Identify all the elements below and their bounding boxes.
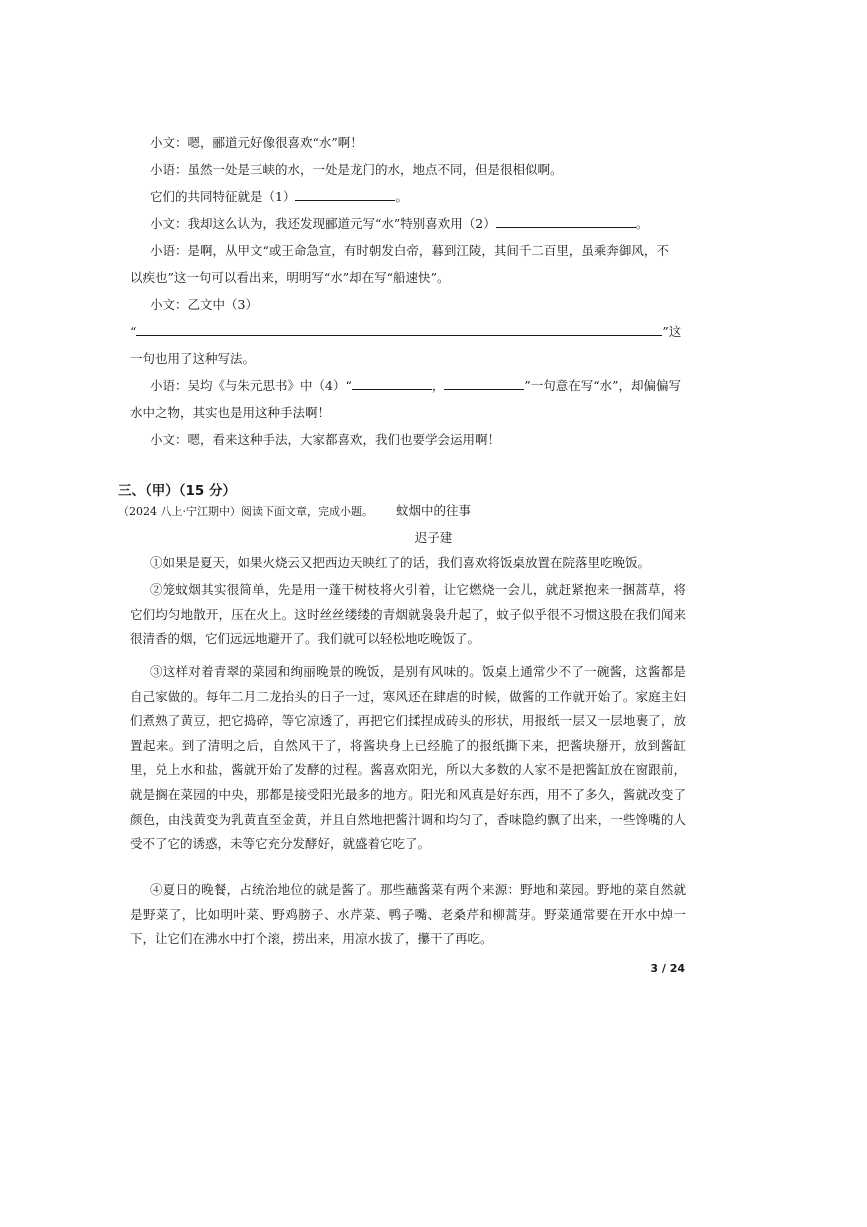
dialogue-line: 小文：嗯，郦道元好像很喜欢“水”啊！ <box>150 135 363 150</box>
dialogue-line: 小语：虽然一处是三峡的水，一处是龙门的水，地点不同，但是很相似啊。 <box>150 162 563 177</box>
paragraph-4: ④夏日的晚餐，占统治地位的就是酱了。那些蘸酱菜有两个来源：野地和菜园。野地的菜自然就是野菜了，比如明叶菜、野鸡膀子、水芹菜、鸭子嘴、老桑芹和柳蒿芽。野菜通常要在开水中焯一下，让它们在沸水中打个滚，捞出来，用凉水拔了，攥干了再吃。 <box>130 882 686 947</box>
dialogue-line: 以疾也”这一句可以看出来，明明写“水”却在写“船速快”。 <box>130 270 450 285</box>
dialogue-line: 小文：乙文中（3） <box>150 297 258 312</box>
quote-open: “ <box>130 324 137 339</box>
question-text: ， <box>431 378 445 393</box>
question-line-2 <box>150 215 710 233</box>
dialogue-line: 一句也用了这种写法。 <box>130 351 256 366</box>
answer-blank-2 <box>496 215 636 228</box>
question-text: 小文：我却这么认为，我还发现郦道元写“水”特别喜欢用（2） <box>150 216 496 231</box>
dialogue-line: 小语：是啊，从甲文“或王命急宣，有时朝发白帝，暮到江陵，其间千二百里，虽乘奔御风，不 <box>150 243 669 258</box>
answer-blank-4a <box>352 377 432 390</box>
question-text: 。 <box>395 189 408 204</box>
answer-blank-3 <box>136 323 662 336</box>
source-note: （2024 八上·宁江期中）阅读下面文章，完成小题。 <box>118 505 373 518</box>
dialogue-line: 小文：嗯，看来这种手法，大家都喜欢，我们也要学会运用啊！ <box>150 432 501 447</box>
question-text: ”一句意在写“水”，却偏偏写 <box>524 378 682 393</box>
article-author: 迟子建 <box>414 530 453 545</box>
question-text: 。 <box>635 216 649 231</box>
question-text: 它们的共同特征就是（1） <box>150 189 296 204</box>
question-line-3 <box>130 323 690 341</box>
article-title: 蚊烟中的往事 <box>395 503 471 518</box>
question-text: 小语：吴均《与朱元思书》中（4）“ <box>150 378 352 393</box>
answer-blank-1 <box>295 188 395 201</box>
page-number: 3 / 24 <box>650 962 685 975</box>
answer-blank-4b <box>444 377 524 390</box>
question-line-4 <box>150 377 710 395</box>
quote-close: ”这 <box>662 324 682 339</box>
paragraph-3: ③这样对着青翠的菜园和绚丽晚景的晚饭，是别有风味的。饭桌上通常少不了一碗酱，这酱都是自己家做的。每年二月二龙抬头的日子一过，寒风还在肆虐的时候，做酱的工作就开始了。家庭主妇们煮熟了黄豆，把它捣碎，等它凉透了，再把它们揉捏成砖头的形状，用报纸一层又一层地裹了，放置起来。到了清明之后，自然风干了，将酱块身上已经脆了的报纸撕下来，把酱块掰开，放到酱缸里，兑上水和盐，酱就开始了发酵的过程。酱喜欢阳光，所以大多数的人家不是把酱缸放在窗跟前，就是搁在菜园的中央，那都是接受阳光最多的地方。阳光和风真是好东西，用不了多久，酱就改变了颜色，由浅黄变为乳黄直至金黄，并且自然地把酱汁调和均匀了，香味隐约飘了出来，一些馋嘴的人受不了它的诱惑，未等它充分发酵好，就盛着它吃了。 <box>130 664 686 852</box>
paragraph-1: ①如果是夏天，如果火烧云又把西边天映红了的话，我们喜欢将饭桌放置在院落里吃晚饭。 <box>150 555 651 570</box>
paragraph-2: ②笼蚊烟其实很简单，先是用一蓬干树枝将火引着，让它燃烧一会儿，就赶紧抱来一捆蒿草，将它们均匀地散开，压在火上。这时丝丝缕缕的青烟就袅袅升起了，蚊子似乎很不习惯这股在我们闻来很清香的烟，它们远远地避开了。我们就可以轻松地吃晚饭了。 <box>130 582 686 647</box>
question-line-1 <box>150 188 710 206</box>
section-heading: 三、（甲）（15 分） <box>118 483 236 499</box>
dialogue-line: 水中之物，其实也是用这种手法啊！ <box>130 405 331 420</box>
